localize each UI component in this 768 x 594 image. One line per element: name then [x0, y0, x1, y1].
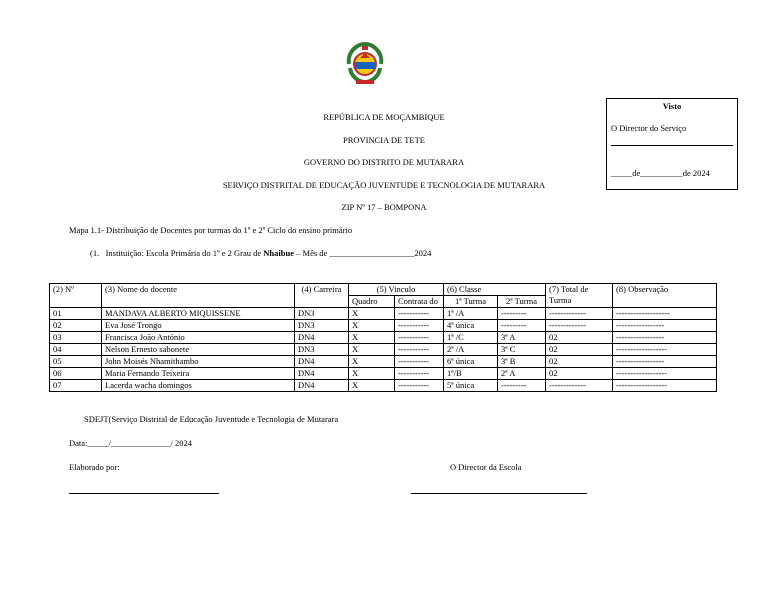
cell-obs: ------------------ — [613, 344, 717, 356]
institution-school: Nhaibue — [263, 248, 295, 258]
table-row — [50, 380, 717, 392]
cell-t1: 1ª /C — [444, 332, 498, 344]
cell-t1: 1ª/B — [444, 368, 498, 380]
cell-obs: ----------------- — [613, 320, 717, 332]
header-no: (2) Nº — [50, 284, 102, 308]
cell-contratado: ----------- — [395, 308, 444, 320]
cell-quadro: X — [349, 332, 395, 344]
cell-quadro: X — [349, 308, 395, 320]
director-signature-line — [411, 493, 587, 494]
header-vinculo: (5) Vinculo — [349, 284, 444, 296]
header-contratado: Contrata do — [395, 296, 444, 308]
table-row — [50, 356, 717, 368]
cell-total: 02 — [546, 332, 613, 344]
header-turma2: 2ª Turma — [498, 296, 546, 308]
cell-carreira: DN4 — [295, 380, 349, 392]
header-turma1: 1ª Turma — [444, 296, 498, 308]
elaborado-por-label: Elaborado por: — [69, 462, 120, 472]
visto-director: O Director do Serviço — [611, 123, 687, 133]
cell-t1: 6ª única — [444, 356, 498, 368]
cell-no: 07 — [50, 380, 102, 392]
cell-carreira: DN3 — [295, 320, 349, 332]
visto-date: _____de__________de 2024 — [611, 168, 710, 178]
institution-prefix: (1. Instituição: Escola Primária do 1º e 2 Grau de — [90, 248, 264, 258]
cell-t2: --------- — [498, 320, 546, 332]
header-carreira: (4) Carreira — [295, 284, 349, 308]
mozambique-emblem-icon — [343, 40, 387, 86]
cell-total: ------------- — [546, 380, 613, 392]
cell-no: 01 — [50, 308, 102, 320]
table-row — [50, 332, 717, 344]
cell-no: 05 — [50, 356, 102, 368]
cell-name: John Moisés Nhamithambo — [102, 356, 295, 368]
cell-carreira: DN4 — [295, 332, 349, 344]
cell-total: 02 — [546, 368, 613, 380]
cell-quadro: X — [349, 320, 395, 332]
visto-title: Visto — [662, 101, 682, 111]
cell-contratado: ----------- — [395, 332, 444, 344]
header-name: (3) Nome do docente — [102, 284, 295, 308]
cell-total: 02 — [546, 356, 613, 368]
cell-contratado: ----------- — [395, 344, 444, 356]
header-total: (7) Total de Turma — [546, 284, 613, 308]
cell-name: Maria Fernando Teixeira — [102, 368, 295, 380]
cell-t1: 5ª única — [444, 380, 498, 392]
cell-t1: 2ª /A — [444, 344, 498, 356]
cell-no: 03 — [50, 332, 102, 344]
cell-carreira: DN4 — [295, 368, 349, 380]
header-zip: ZIP Nº 17 – BOMPONA — [341, 202, 427, 212]
cell-name: Francisca João António — [102, 332, 295, 344]
footnote: SDEJT(Serviço Distrital de Educação Juventude e Tecnologia de Mutarara — [84, 414, 339, 424]
cell-t2: 3ª B — [498, 356, 546, 368]
header-service: SERVIÇO DISTRITAL DE EDUCAÇÃO JUVENTUDE E TECNOLOGIA DE MUTARARA — [222, 180, 546, 190]
cell-t2: --------- — [498, 308, 546, 320]
header-obs: (8) Observação — [613, 284, 717, 308]
table-row — [50, 344, 717, 356]
cell-quadro: X — [349, 380, 395, 392]
cell-contratado: ----------- — [395, 380, 444, 392]
cell-carreira: DN3 — [295, 308, 349, 320]
date-line: Data:_____/______________/ 2024 — [69, 438, 193, 448]
cell-contratado: ----------- — [395, 320, 444, 332]
cell-total: ------------- — [546, 308, 613, 320]
cell-t2: 3ª A — [498, 332, 546, 344]
cell-contratado: ----------- — [395, 368, 444, 380]
cell-obs: ------------------ — [613, 380, 717, 392]
cell-name: Nelson Ernesto sabonete — [102, 344, 295, 356]
institution-suffix: – Mês de ____________________2024 — [294, 248, 432, 258]
elaborado-signature-line — [69, 493, 219, 494]
cell-obs: ------------------ — [613, 368, 717, 380]
header-classe: (6) Classe — [444, 284, 546, 296]
cell-no: 06 — [50, 368, 102, 380]
mapa-title: Mapa 1.1- Distribuição de Docentes por turmas do 1º e 2º Ciclo do ensino primário — [69, 225, 353, 235]
header-quadro: Quadro — [349, 296, 395, 308]
header-government: GOVERNO DO DISTRITO DE MUTARARA — [303, 157, 465, 167]
cell-quadro: X — [349, 344, 395, 356]
header-republic: REPÚBLICA DE MOÇAMBIQUE — [323, 112, 445, 122]
visto-box — [606, 98, 738, 190]
cell-t1: 4ª única — [444, 320, 498, 332]
table-row — [50, 368, 717, 380]
cell-no: 02 — [50, 320, 102, 332]
cell-total: 02 — [546, 344, 613, 356]
table-row — [50, 308, 717, 320]
cell-total: ------------- — [546, 320, 613, 332]
cell-name: MANDAVA ALBERTO MIQUISSENE — [102, 308, 295, 320]
cell-t1: 1ª /A — [444, 308, 498, 320]
institution-line — [90, 248, 431, 258]
director-escola-label: O Director da Escola — [450, 462, 522, 472]
cell-t2: --------- — [498, 380, 546, 392]
header-province: PROVINCIA DE TETE — [342, 135, 425, 145]
cell-name: Eva José Trongo — [102, 320, 295, 332]
cell-name: Lacerda wacha domingos — [102, 380, 295, 392]
cell-quadro: X — [349, 368, 395, 380]
cell-obs: ----------------- — [613, 356, 717, 368]
cell-quadro: X — [349, 356, 395, 368]
cell-obs: ------------------- — [613, 308, 717, 320]
cell-carreira: DN4 — [295, 356, 349, 368]
cell-t2: 2ª A — [498, 368, 546, 380]
cell-obs: ----------------- — [613, 332, 717, 344]
cell-no: 04 — [50, 344, 102, 356]
docentes-table — [49, 283, 717, 392]
cell-carreira: DN3 — [295, 344, 349, 356]
table-row — [50, 320, 717, 332]
visto-signature-line — [611, 145, 733, 146]
cell-t2: 3ª C — [498, 344, 546, 356]
cell-contratado: ----------- — [395, 356, 444, 368]
